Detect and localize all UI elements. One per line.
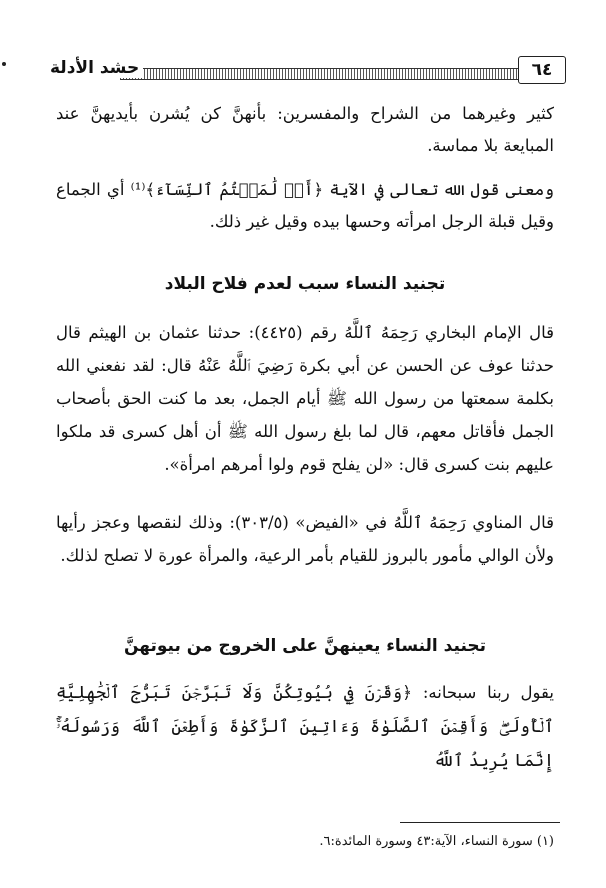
- paragraph-1: كثير وغيرهما من الشراح والمفسرين: بأنهنَّ كن يُشرن بأيديهنَّ عند المبايعة بلا مماسة.: [56, 104, 554, 155]
- page-number-box: [518, 56, 566, 84]
- section-heading-1: تجنيد النساء سبب لعدم فلاح البلاد: [164, 274, 446, 294]
- footnote: (١) سورة النساء، الآية:٤٣ وسورة المائدة:٦.: [319, 834, 554, 849]
- paragraph-2: ومعنى قول الله تعالى في الآية ﴿أَوۡ لَٰمَسۡتُمُ ٱلنِّسَآءَ﴾⁽¹⁾ أي الجماع وقيل قبلة الرجل امرأته وحسها بيده وقيل غير ذلك.: [56, 180, 554, 231]
- running-title: حشد الأدلة: [46, 58, 143, 78]
- paragraph-3: قال الإمام البخاري رَحِمَهُ ٱللَّهُ رقم (٤٤٢٥): حدثنا عثمان بن الهيثم قال حدثنا عوف عن الحسن عن أبي بكرة رَضِيَ ٱللَّهُ عَنْهُ قال: لقد نفعني الله بكلمة سمعتها من رسول الله ﷺ أيام الجمل، بعد ما كنت الحق بأصحاب الجمل فأقاتل معهم، قال لما بلغ رسول الله ﷺ أن أهل كسرى قد ملكوا عليهم بنت كسرى قال: «لن يفلح قوم ولوا أمرهم امرأة».: [56, 323, 554, 474]
- page-mark: [2, 62, 6, 66]
- header-ornament-band: [120, 68, 528, 80]
- page-number: ٦٤: [531, 60, 553, 80]
- paragraph-5-intro: يقول ربنا سبحانه:: [422, 683, 554, 702]
- quran-verse: ﴿وَقَرۡنَ فِي بُيُوتِكُنَّ وَلَا تَبَرَّجۡنَ تَبَرُّجَ ٱلۡجَٰهِلِيَّةِ ٱلۡأُولَىٰۖ وَأَقِمۡنَ ٱلصَّلَوٰةَ وَءَاتِينَ ٱلزَّكَوٰةَ وَأَطِعۡنَ ٱللَّهَ وَرَسُولَهُۥٓۚ إِنَّمَا يُرِيدُ ٱللَّهُ: [56, 683, 554, 771]
- paragraph-4: قال المناوي رَحِمَهُ ٱللَّهُ في «الفيض» (٣٠٣/٥): وذلك لنقصها وعجز رأيها ولأن الوالي مأمور بالبروز للقيام بأمر الرعية، والمرأة عورة لا تصلح لذلك.: [56, 513, 554, 565]
- footnote-divider: [400, 822, 560, 823]
- section-heading-2: تجنيد النساء يعينهنَّ على الخروج من بيوتهنَّ: [123, 636, 487, 656]
- page-header: [40, 56, 576, 88]
- paragraph-5: [56, 676, 554, 778]
